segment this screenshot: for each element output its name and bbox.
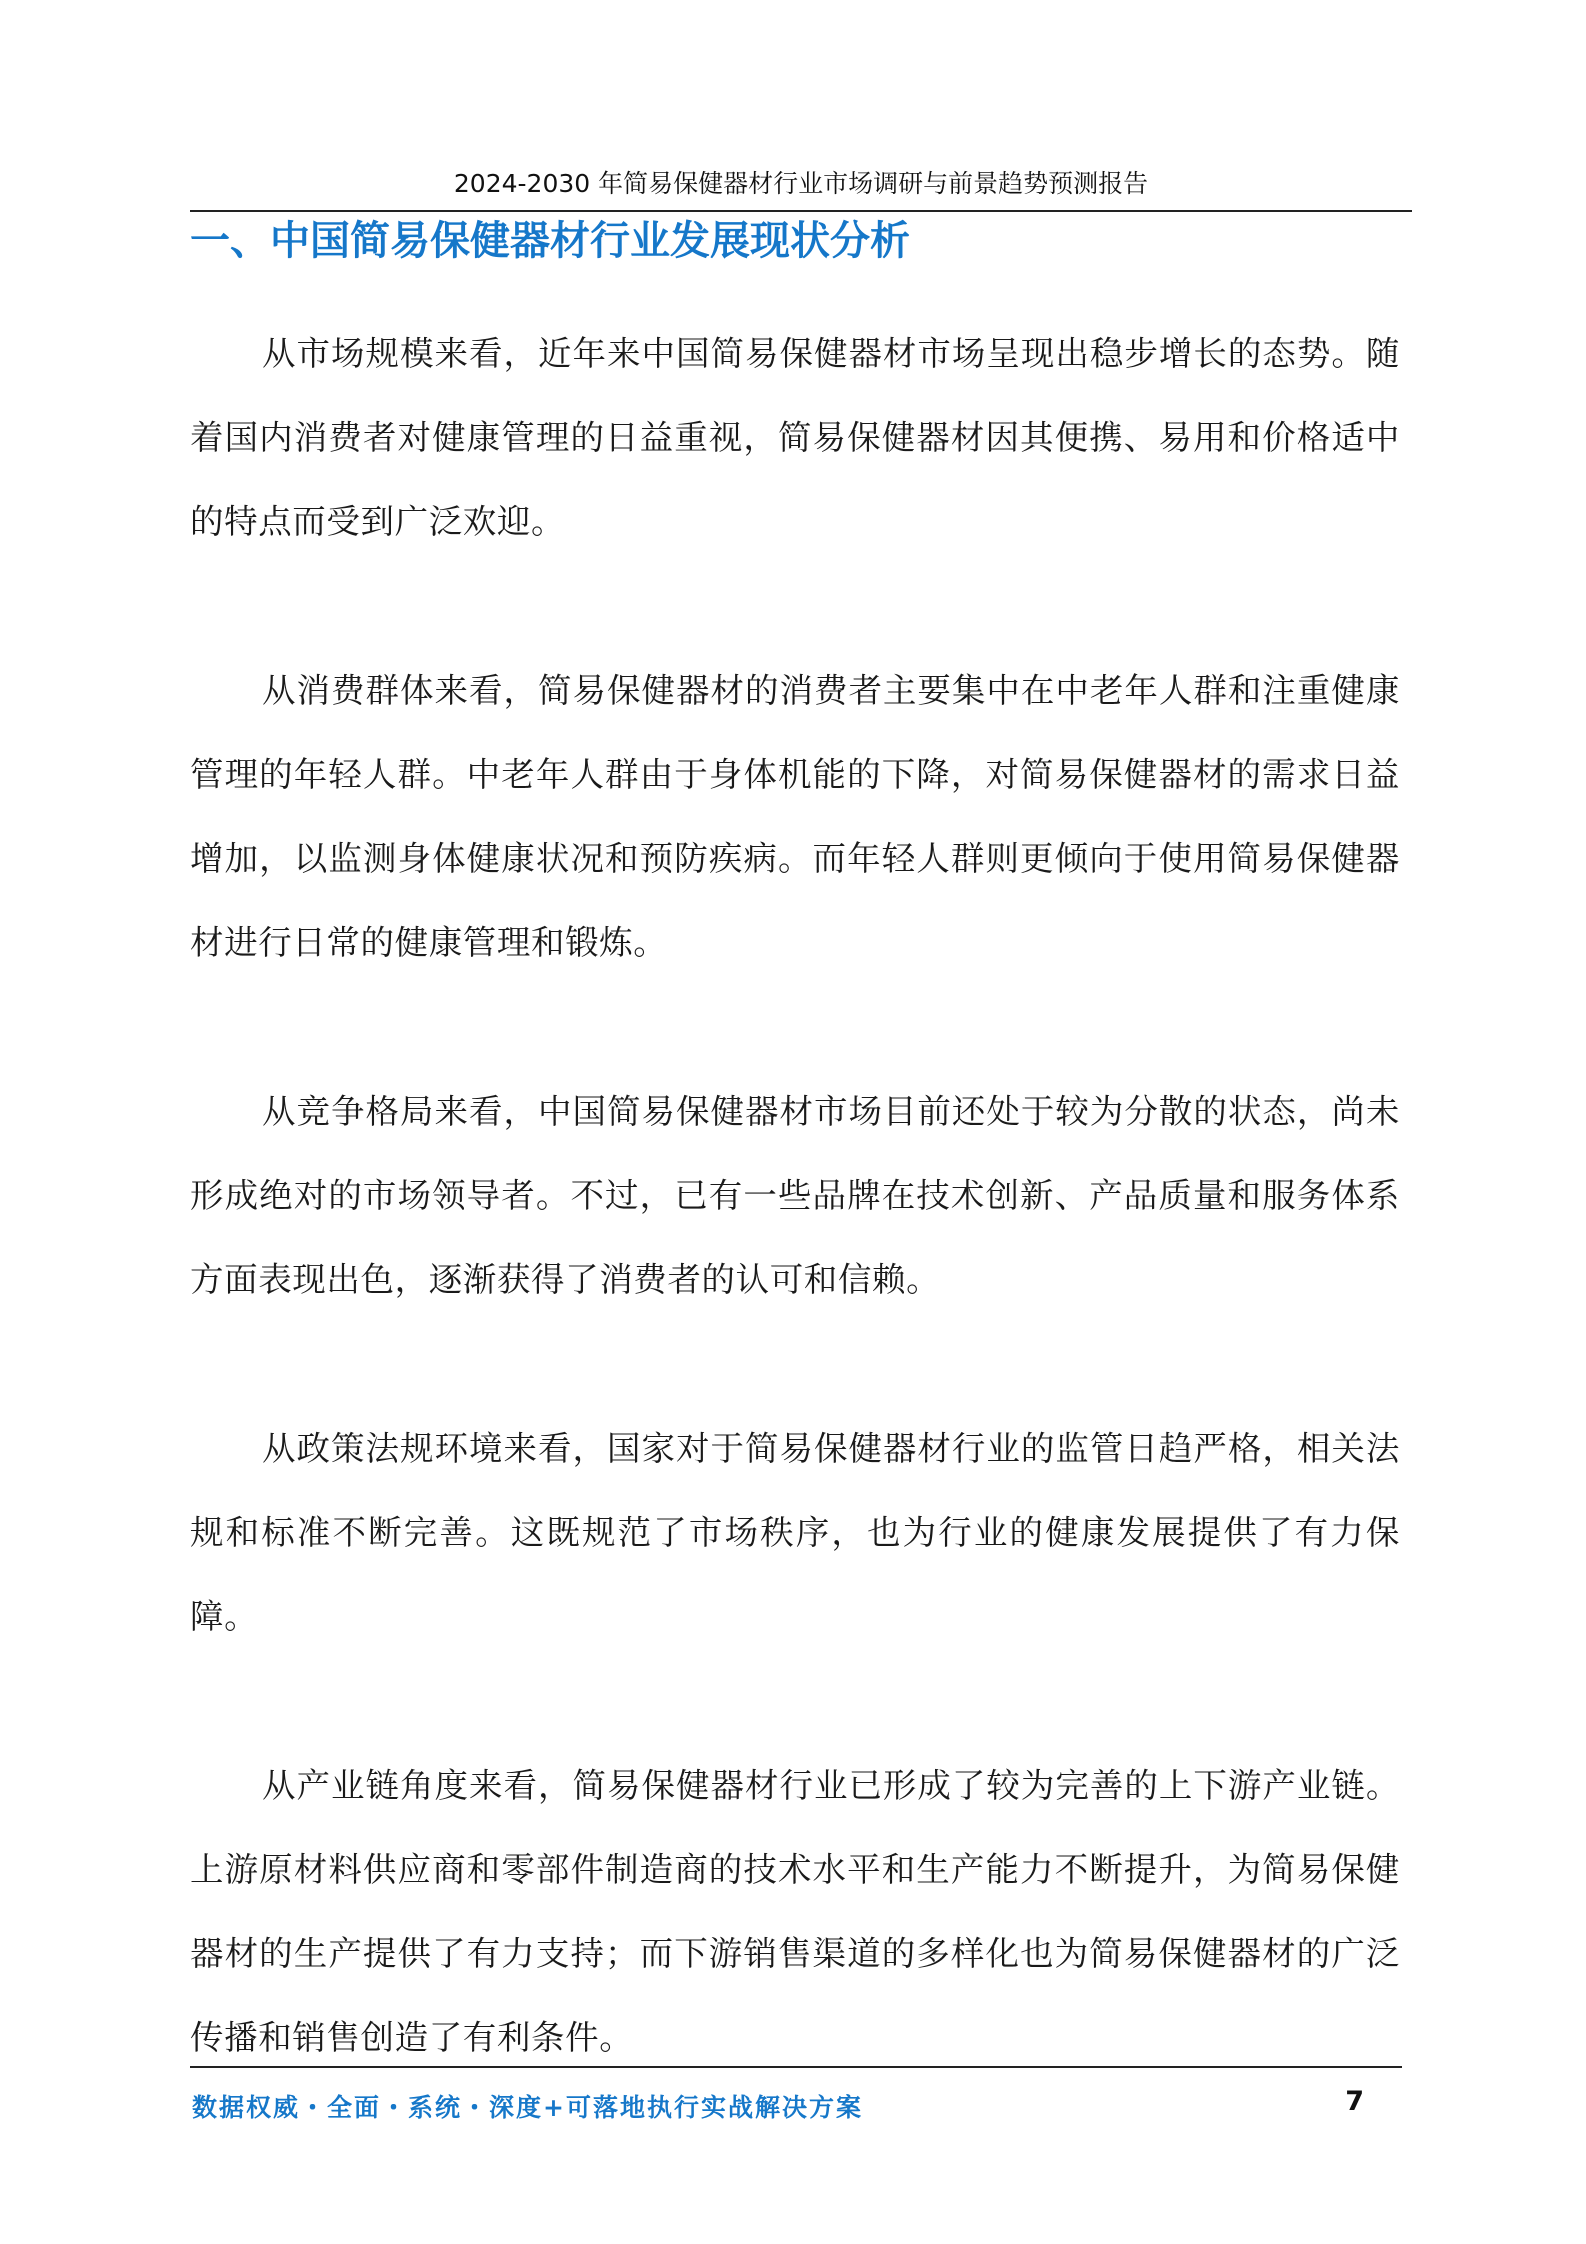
paragraph-competition: 从竞争格局来看，中国简易保健器材市场目前还处于较为分散的状态，尚未形成绝对的市场领导者。不过，已有一些品牌在技术创新、产品质量和服务体系方面表现出色，逐渐获得了消费者的认可和信赖。 xyxy=(190,1092,1400,1299)
paragraph-market-size: 从市场规模来看，近年来中国简易保健器材市场呈现出稳步增长的态势。随着国内消费者对健康管理的日益重视，简易保健器材因其便携、易用和价格适中的特点而受到广泛欢迎。 xyxy=(190,334,1400,541)
footer-slogan: 数据权威・全面・系统・深度+可落地执行实战解决方案 xyxy=(192,2093,863,2122)
report-title: 2024-2030 年简易保健器材行业市场调研与前景趋势预测报告 xyxy=(453,169,1149,198)
section-title: 一、中国简易保健器材行业发展现状分析 xyxy=(190,218,910,264)
paragraph-industry-chain: 从产业链角度来看，简易保健器材行业已形成了较为完善的上下游产业链。上游原材料供应商和零部件制造商的技术水平和生产能力不断提升，为简易保健器材的生产提供了有力支持；而下游销售渠道的多样化也为简易保健器材的广泛传播和销售创造了有利条件。 xyxy=(190,1766,1400,2057)
page-header xyxy=(190,164,1412,212)
page-number: 7 xyxy=(1345,2086,1364,2117)
paragraph-policy: 从政策法规环境来看，国家对于简易保健器材行业的监管日趋严格，相关法规和标准不断完善。这既规范了市场秩序，也为行业的健康发展提供了有力保障。 xyxy=(190,1429,1400,1636)
body-content xyxy=(190,312,1400,2165)
paragraph-consumer-groups: 从消费群体来看，简易保健器材的消费者主要集中在中老年人群和注重健康管理的年轻人群。中老年人群由于身体机能的下降，对简易保健器材的需求日益增加，以监测身体健康状况和预防疾病。而年轻人群则更倾向于使用简易保健器材进行日常的健康管理和锻炼。 xyxy=(190,671,1400,962)
page-footer xyxy=(190,2066,1402,2128)
